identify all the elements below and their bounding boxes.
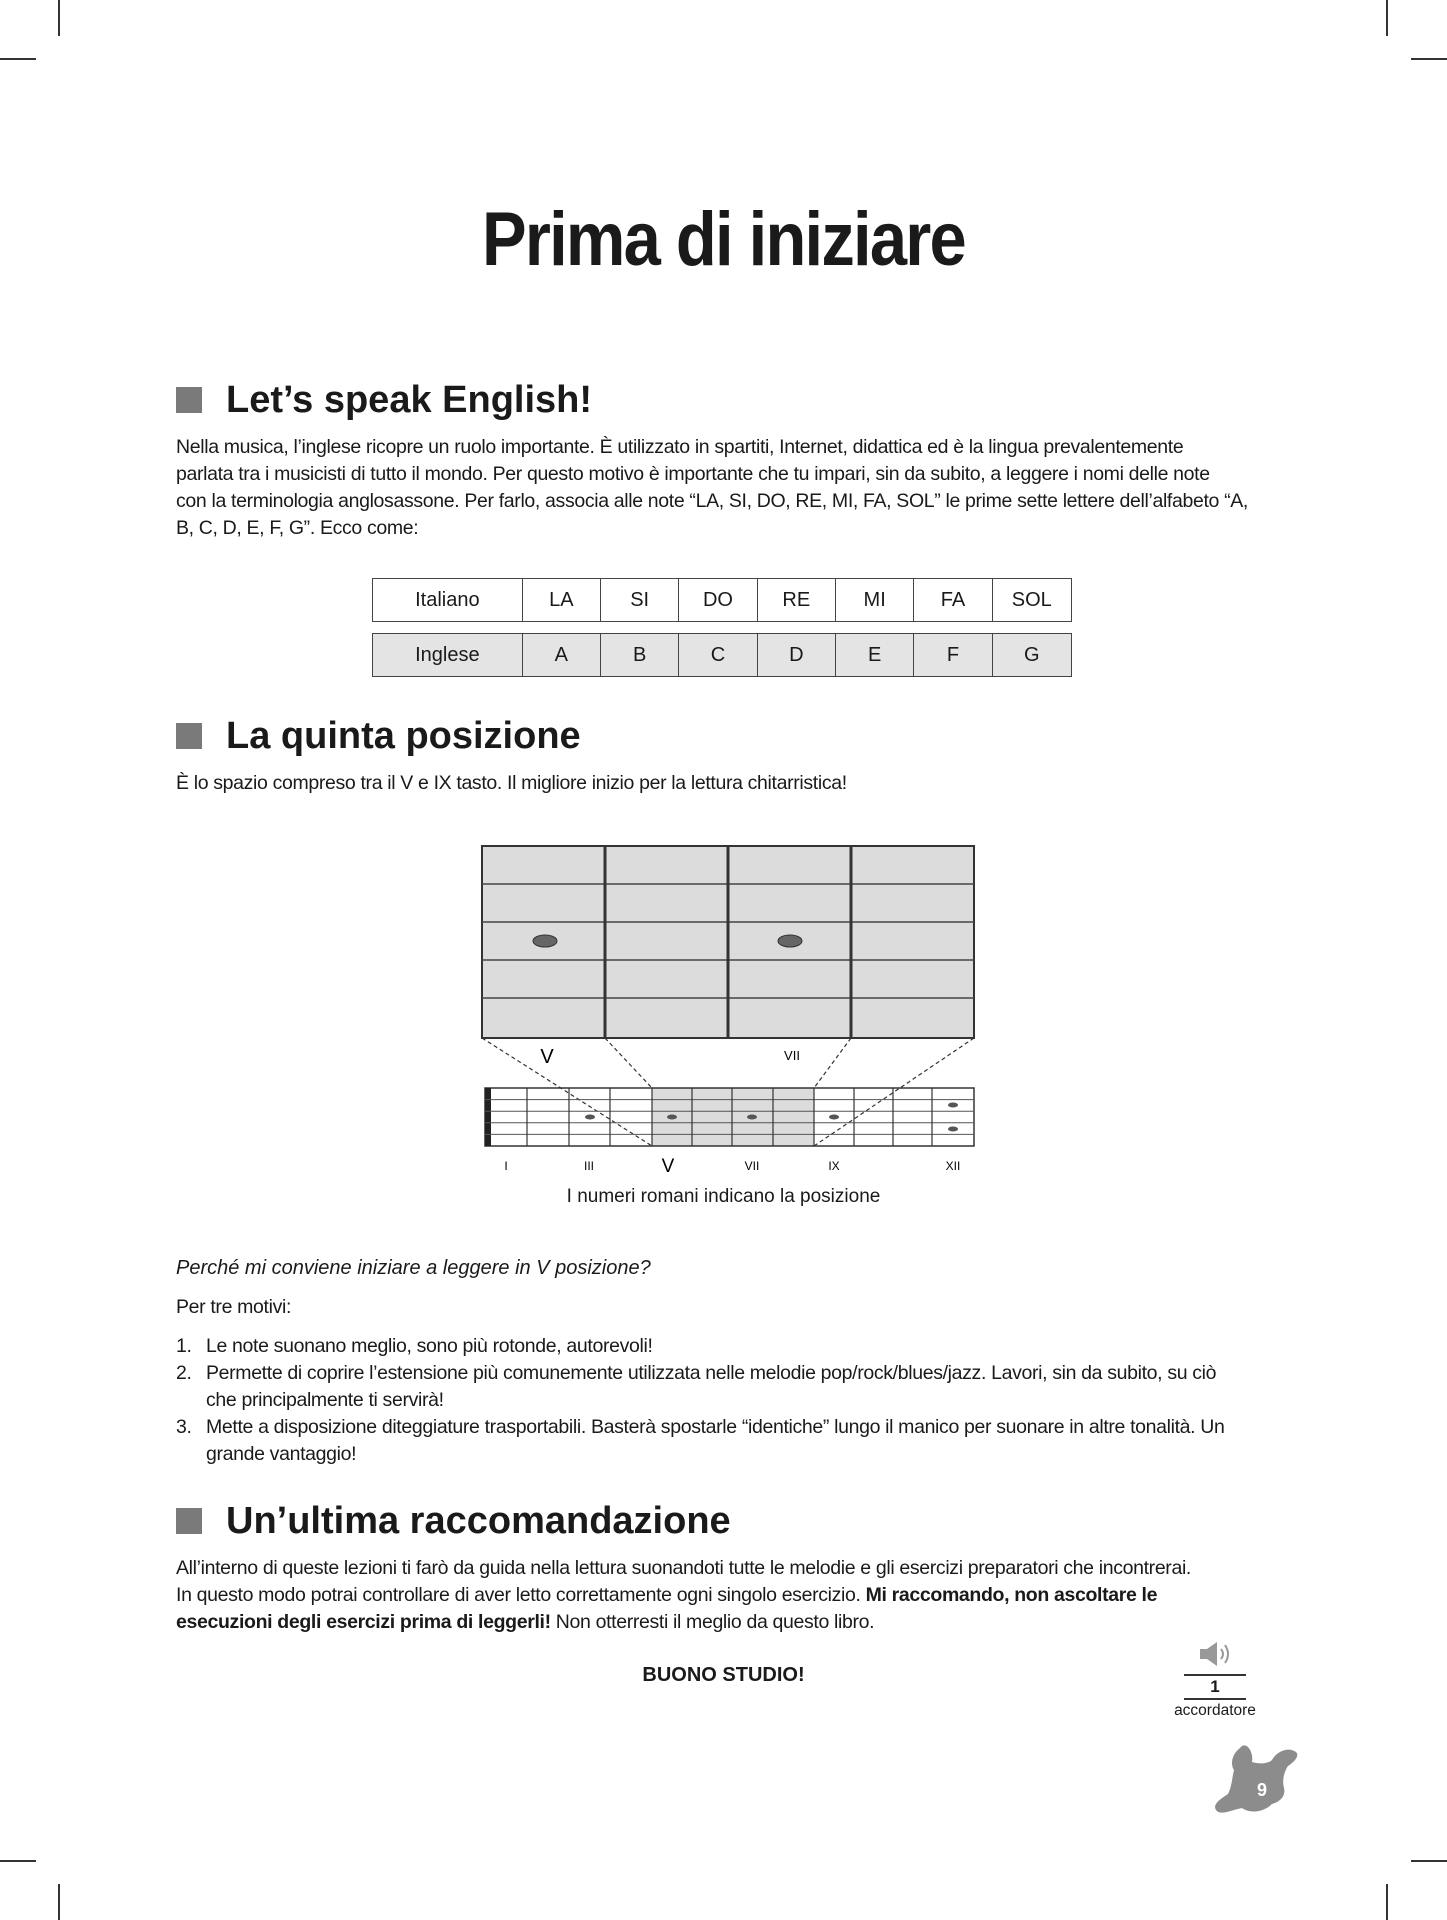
fretboard-diagram [470,840,990,1180]
reasons-list [176,1333,1268,1468]
recommendation-paragraph [176,1555,1268,1636]
page-number: 9 [1256,1780,1268,1800]
fret-label: V [661,1156,675,1177]
intro-paragraph [176,434,1268,542]
table-cell: D [758,634,836,676]
list-line: Permette di coprire l’estensione più comunemente utilizzata nelle melodie pop/rock/blues/jazz. Lavori, sin da subito, su ciò [206,1362,1217,1384]
paragraph-line: parlata tra i musicisti di tutto il mondo. Per questo motivo è importante che tu impari, sin da subito, a leggere i nomi delle note [176,463,1210,485]
table-cell: F [914,634,992,676]
table-cell: FA [914,579,992,621]
crop-mark [58,1884,60,1920]
list-item [176,1360,1268,1414]
fret-marker-dot [585,1115,595,1120]
speaker-icon [1198,1640,1232,1668]
paragraph-text: Non otterresti il meglio da questo libro. [550,1611,875,1633]
table-row-label: Inglese [373,634,523,676]
paragraph-bold: Mi raccomando, non ascoltare le [865,1584,1158,1606]
paragraph-line: Nella musica, l’inglese ricopre un ruolo importante. È utilizzato in spartiti, Internet, didattica ed è la lingua prevalentemente [176,436,1184,458]
paragraph-line [176,1609,1268,1636]
list-number: 1. [176,1335,192,1357]
list-item [176,1333,1268,1360]
quinta-description: È lo spazio compreso tra il V e IX tasto. Il migliore inizio per la lettura chitarristica! [176,772,847,794]
table-cell: A [523,634,601,676]
page-title: Prima di iniziare [481,197,966,282]
paragraph-line [176,1582,1268,1609]
section-heading-raccomandazione [176,1496,731,1546]
heading-text: Un’ultima raccomandazione [226,1499,731,1542]
fret-marker-dot [829,1115,839,1120]
fret-marker-dot [948,1127,958,1132]
table-row-label: Italiano [373,579,523,621]
track-number: 1 [1210,1677,1220,1696]
mascot-hand-icon [1215,1745,1297,1812]
list-line: grande vantaggio! [206,1443,357,1465]
fret-marker-dot [948,1103,958,1108]
table-cell: C [679,634,757,676]
page-number-badge [1210,1740,1306,1826]
table-cell: SI [601,579,679,621]
fret-label: I [504,1159,508,1173]
heading-text: Let’s speak English! [226,378,593,421]
bullet-square-icon [176,387,202,413]
fret-marker-dot [667,1115,677,1120]
paragraph-line: con la terminologia anglosassone. Per farlo, associa alle note “LA, SI, DO, RE, MI, FA, SOL” le prime sette lettere dell’alfabeto “A, [176,490,1248,512]
section-heading-quinta [176,711,581,761]
crop-mark [58,0,60,36]
crop-mark [1386,0,1388,36]
question-heading: Perché mi conviene iniziare a leggere in V posizione? [176,1257,651,1279]
table-cell: B [601,634,679,676]
list-line: Le note suonano meglio, sono più rotonde, autorevoli! [206,1335,653,1357]
crop-mark [0,1860,36,1862]
list-line: che principalmente ti servirà! [206,1389,444,1411]
section-heading-english [176,375,592,425]
fret-marker-dot [533,935,557,947]
table-cell: DO [679,579,757,621]
full-fretboard [485,1088,974,1146]
notes-table-italian [372,578,1072,622]
fret-label: VII [744,1159,760,1173]
bullet-square-icon [176,723,202,749]
zoom-label-vii: VII [784,1048,800,1063]
paragraph-line: All’interno di queste lezioni ti farò da guida nella lettura suonandoti tutte le melodie e gli esercizi preparatori che incontrerai. [176,1557,1191,1579]
crop-mark [1386,1884,1388,1920]
fret-label: IX [828,1159,840,1173]
fret-label: III [583,1159,595,1173]
crop-mark [0,58,36,60]
table-cell: E [836,634,914,676]
fret-marker-dot [778,935,802,947]
list-line: Mette a disposizione diteggiature trasportabili. Basterà spostarle “identiche” lungo il manico per suonare in altre tonalità. Un [206,1416,1225,1438]
figure-caption: I numeri romani indicano la posizione [566,1186,881,1207]
paragraph-text: In questo modo potrai controllare di aver letto correttamente ogni singolo esercizio. [176,1584,866,1606]
zoomed-fretboard [482,846,974,1038]
divider [1184,1674,1246,1676]
audio-track-marker [1160,1640,1270,1720]
divider [1184,1698,1246,1700]
table-cell: G [1024,643,1040,666]
list-number: 2. [176,1362,192,1384]
crop-mark [1411,1860,1447,1862]
list-intro: Per tre motivi: [176,1296,292,1318]
fret-label: XII [945,1159,961,1173]
track-label: accordatore [1174,1702,1256,1719]
paragraph-bold: esecuzioni degli esercizi prima di leggerli! [176,1611,551,1633]
table-cell: SOL [1011,588,1052,611]
closing-text: BUONO STUDIO! [642,1664,805,1686]
table-cell: MI [836,579,914,621]
notes-table-english [372,633,1072,677]
fret-marker-dot [747,1115,757,1120]
table-cell: LA [523,579,601,621]
heading-text: La quinta posizione [226,714,581,757]
crop-mark [1411,58,1447,60]
paragraph-line: B, C, D, E, F, G”. Ecco come: [176,517,419,539]
list-item [176,1414,1268,1468]
table-cell: RE [758,579,836,621]
bullet-square-icon [176,1508,202,1534]
list-number: 3. [176,1416,192,1438]
zoom-label-v: V [540,1046,554,1068]
